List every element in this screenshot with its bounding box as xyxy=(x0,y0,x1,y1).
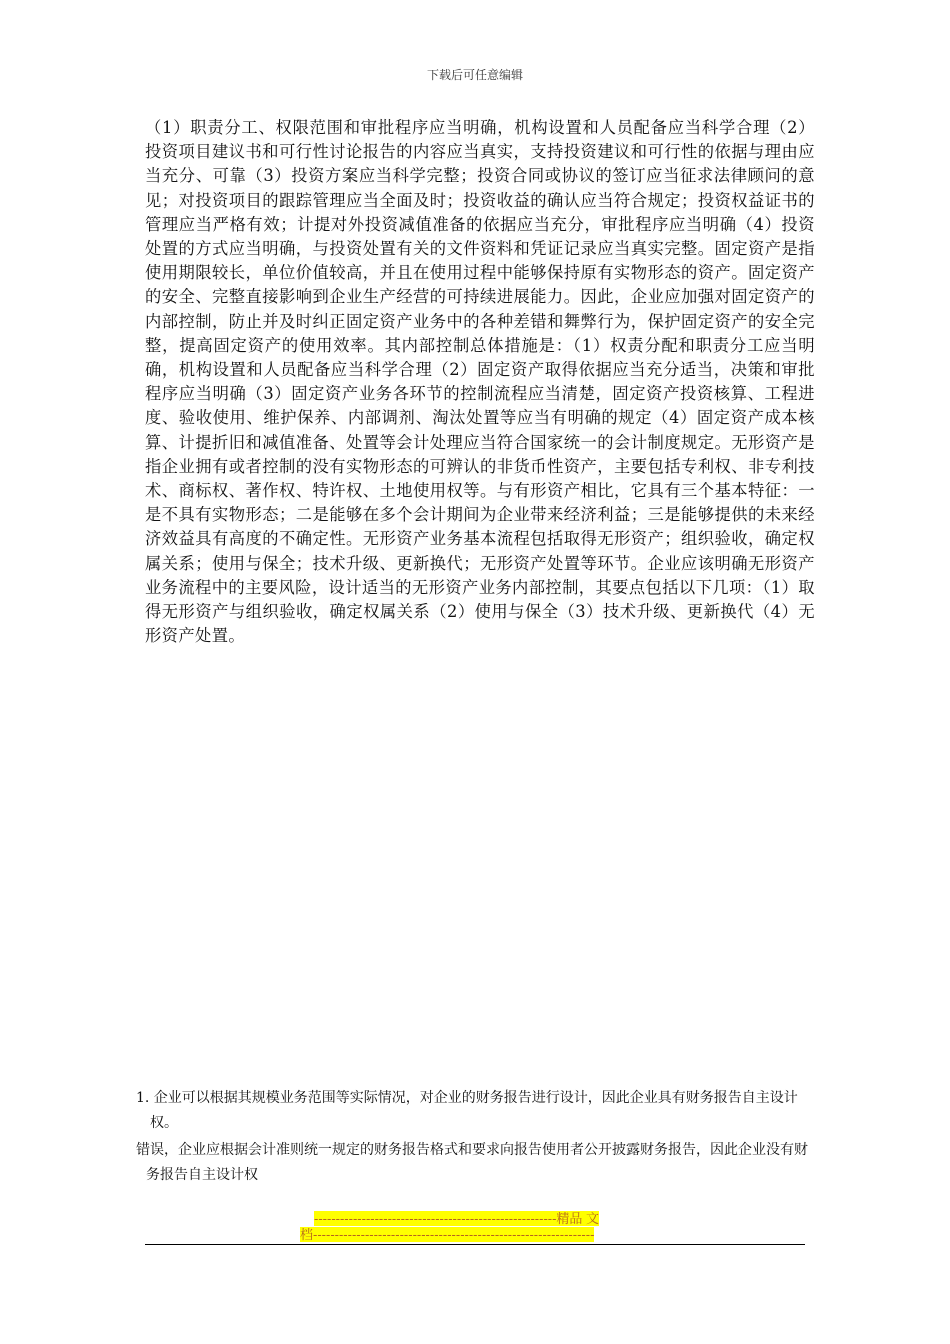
page-header: 下载后可任意编辑 xyxy=(426,68,523,82)
footnote-answer: 错误，企业应根据会计准则统一规定的财务报告格式和要求向报告使用者公开披露财务报告，因此企业没有财务报告自主设计权 xyxy=(136,1142,808,1183)
footnote xyxy=(136,1086,808,1188)
footer-banner xyxy=(300,1211,650,1243)
footer-banner-line1: --------------------------------------------------------精品 文 xyxy=(314,1211,600,1226)
body-paragraph: （1）职责分工、权限范围和审批程序应当明确，机构设置和人员配备应当科学合理（2）投资项目建议书和可行性讨论报告的内容应当真实，支持投资建议和可行性的依据与理由应当充分、可靠（3）投资方案应当科学完整；投资合同或协议的签订应当征求法律顾问的意见；对投资项目的跟踪管理应当全面及时；投资收益的确认应当符合规定；投资权益证书的管理应当严格有效；计提对外投资减值准备的依据应当充分，审批程序应当明确（4）投资处置的方式应当明确，与投资处置有关的文件资料和凭证记录应当真实完整。固定资产是指使用期限较长，单位价值较高，并且在使用过程中能够保持原有实物形态的资产。固定资产的安全、完整直接影响到企业生产经营的可持续进展能力。因此，企业应加强对固定资产的内部控制，防止并及时纠正固定资产业务中的各种差错和舞弊行为，保护固定资产的安全完整，提高固定资产的使用效率。其内部控制总体措施是：（1）权责分配和职责分工应当明确，机构设置和人员配备应当科学合理（2）固定资产取得依据应当充分适当，决策和审批程序应当明确（3）固定资产业务各环节的控制流程应当清楚，固定资产投资核算、工程进度、验收使用、维护保养、内部调剂、淘汰处置等应当有明确的规定（4）固定资产成本核算、计提折旧和减值准备、处置等会计处理应当符合国家统一的会计制度规定。无形资产是指企业拥有或者控制的没有实物形态的可辨认的非货币性资产，主要包括专利权、非专利技术、商标权、著作权、特许权、土地使用权等。与有形资产相比，它具有三个基本特征：一是不具有实物形态；二是能够在多个会计期间为企业带来经济利益；三是能够提供的未来经济效益具有高度的不确定性。无形资产业务基本流程包括取得无形资产；组织验收，确定权属关系；使用与保全；技术升级、更新换代；无形资产处置等环节。企业应该明确无形资产业务流程中的主要风险，设计适当的无形资产业务内部控制，其要点包括以下几项：（1）取得无形资产与组织验收，确定权属关系（2）使用与保全（3）技术升级、更新换代（4）无形资产处置。 xyxy=(145,118,815,646)
footer-divider xyxy=(145,1244,805,1245)
footer-banner-line2: 档----------------------------------------------------------------- xyxy=(300,1227,595,1242)
footnote-question: 1. 企业可以根据其规模业务范围等实际情况，对企业的财务报告进行设计，因此企业具有财务报告自主设计权。 xyxy=(136,1090,798,1131)
